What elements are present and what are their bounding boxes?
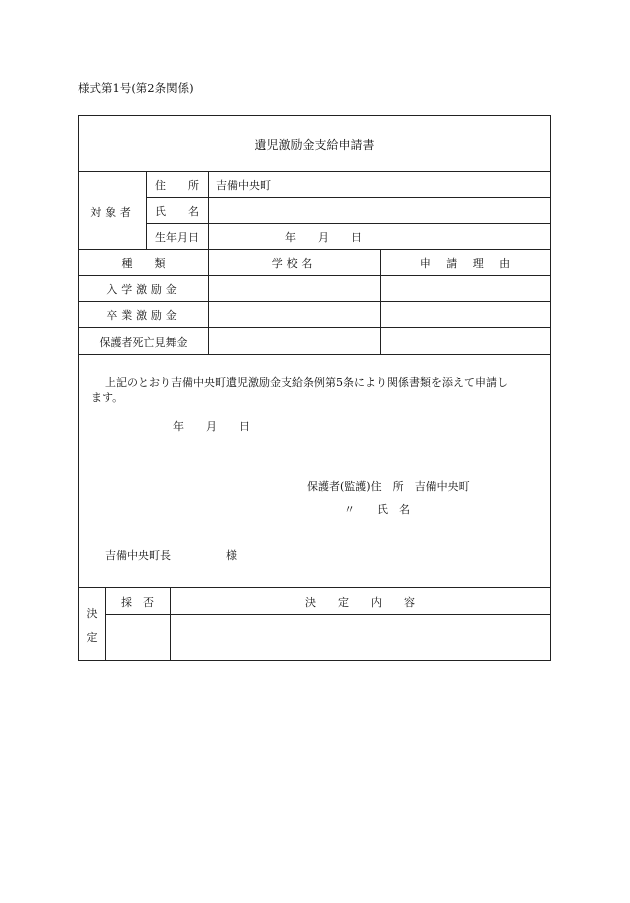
type-header: 種 類: [121, 257, 166, 270]
decision-content-label: 決 定 内 容: [305, 596, 415, 609]
address-label: 住 所: [155, 179, 199, 192]
birthdate-value: 年 月 日: [285, 231, 362, 244]
subject-divider-1: [146, 197, 550, 198]
decision-label-bottom: 定: [86, 631, 98, 644]
table-row-divider-2: [79, 327, 550, 328]
statement-date: 年 月 日: [173, 420, 250, 433]
statement-line-2: ます。: [91, 391, 124, 404]
decision-header-divider: [105, 614, 550, 615]
row-entrance-encouragement: 入学激励金: [106, 283, 181, 296]
birthdate-label: 生年月日: [155, 231, 199, 244]
school-header: 学校名: [271, 257, 317, 270]
name-label: 氏 名: [155, 205, 199, 218]
decision-label-top: 決: [86, 607, 98, 620]
title-divider: [79, 171, 550, 172]
subject-divider-3: [79, 249, 550, 250]
table-row-divider-1: [79, 301, 550, 302]
statement-line-1: 上記のとおり吉備中央町遺児激励金支給条例第5条により関係書類を添えて申請し: [105, 376, 508, 389]
addressee: 吉備中央町長 様: [105, 549, 237, 562]
form-title: 遺児激励金支給申請書: [254, 138, 375, 152]
subject-divider-2: [146, 223, 550, 224]
form-number: 様式第1号(第2条関係): [78, 81, 194, 95]
table-header-divider: [79, 275, 550, 276]
address-value: 吉備中央町: [216, 179, 271, 192]
table-row-divider-3: [79, 354, 550, 355]
row-graduation-encouragement: 卒業激励金: [106, 309, 181, 322]
application-form: [78, 115, 551, 661]
approval-label: 採 否: [121, 596, 154, 609]
guardian-address: 保護者(監護)住 所 吉備中央町: [307, 480, 470, 493]
reason-header: 申請理由: [419, 257, 526, 270]
guardian-name: 〃 氏 名: [344, 503, 410, 516]
subject-label: 対象者: [90, 206, 135, 219]
decision-divider: [79, 587, 550, 588]
row-guardian-death-condolence: 保護者死亡見舞金: [99, 336, 188, 349]
